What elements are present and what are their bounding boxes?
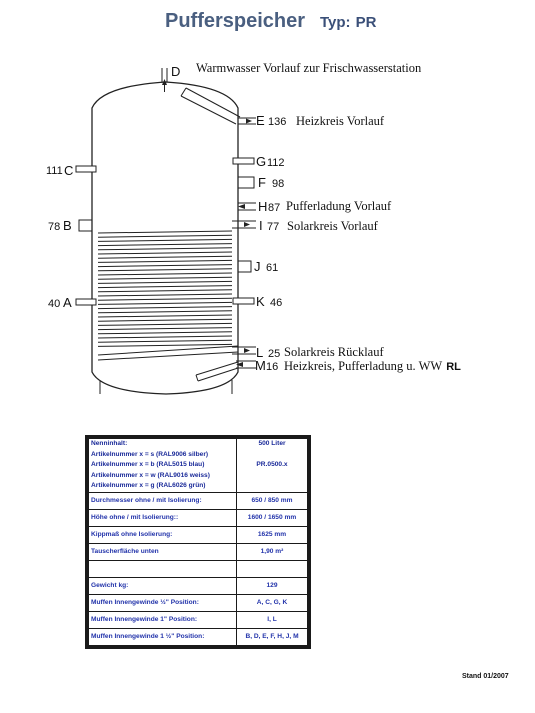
connection-h-letter: H xyxy=(258,199,268,214)
spec-header-value-line: PR.0500.x xyxy=(256,461,288,468)
connection-d-letter: D xyxy=(171,64,181,79)
connection-e xyxy=(238,113,385,128)
connection-m-desc-suffix: RL xyxy=(446,361,461,373)
connection-f-letter: F xyxy=(258,175,266,190)
spec-row-value: 1600 / 1650 mm xyxy=(237,509,308,526)
coil-winding xyxy=(98,332,232,334)
connection-g xyxy=(233,154,285,169)
connection-j xyxy=(238,259,278,274)
connection-g-height: 112 xyxy=(267,157,285,169)
spec-row-label: Gewicht kg: xyxy=(89,577,237,594)
coil-winding xyxy=(98,256,232,258)
coil-winding xyxy=(98,311,232,313)
connection-c-height: 111 xyxy=(46,165,63,177)
spec-row-label: Höhe ohne / mit Isolierung:: xyxy=(89,509,237,526)
connection-f-height: 98 xyxy=(272,178,285,190)
connection-f xyxy=(238,175,284,190)
connection-i-desc: Solarkreis Vorlauf xyxy=(287,219,378,233)
connection-h-height: 87 xyxy=(268,202,281,214)
spec-row-label: Muffen Innengewinde 1 ½" Position: xyxy=(89,628,237,645)
coil-winding xyxy=(98,265,232,267)
spec-header-label-line: Nenninhalt: xyxy=(91,440,128,447)
coil-winding xyxy=(98,298,232,300)
bottom-pipes xyxy=(98,346,238,381)
spec-header-label-line: Artikelnummer x = g (RAL6026 grün) xyxy=(91,482,206,489)
spec-header-value xyxy=(237,439,308,493)
connection-h xyxy=(238,199,392,214)
connection-d-desc: Warmwasser Vorlauf zur Frischwasserstation xyxy=(196,61,422,75)
spec-row-value: 1625 mm xyxy=(237,526,308,543)
heat-exchanger-coil xyxy=(98,231,232,346)
coil-winding xyxy=(98,328,232,330)
coil-winding xyxy=(98,323,232,325)
spec-row xyxy=(89,577,308,594)
connection-b-height: 78 xyxy=(48,221,61,233)
upper-pipe xyxy=(181,88,240,124)
connection-j-height: 61 xyxy=(266,262,279,274)
spec-row-value: 650 / 850 mm xyxy=(237,492,308,509)
connection-d xyxy=(162,61,422,92)
spec-header-value-line: 500 Liter xyxy=(258,440,286,447)
spec-row-value: I, L xyxy=(237,611,308,628)
spec-row xyxy=(89,628,308,645)
connection-m-desc xyxy=(284,359,461,373)
spec-row xyxy=(89,594,308,611)
spec-row-value xyxy=(237,560,308,577)
connection-a-height: 40 xyxy=(48,298,61,310)
spec-header-label-line: Artikelnummer x = s (RAL9006 silber) xyxy=(91,450,209,458)
connection-l-height: 25 xyxy=(268,348,281,360)
connection-m-desc-main: Heizkreis, Pufferladung u. WW xyxy=(284,359,443,373)
connection-h-desc: Pufferladung Vorlauf xyxy=(286,199,392,213)
coil-winding xyxy=(98,235,232,237)
spec-header-label xyxy=(89,439,237,493)
coil-winding xyxy=(98,294,232,296)
connection-l-letter: L xyxy=(256,345,264,360)
spec-row-value: 129 xyxy=(237,577,308,594)
connection-g-letter: G xyxy=(256,154,267,169)
connection-i-height: 77 xyxy=(267,221,280,233)
tank-feet xyxy=(100,380,232,394)
connection-i xyxy=(232,218,379,233)
spec-table xyxy=(88,438,308,646)
coil-winding xyxy=(98,302,232,304)
spec-row-empty xyxy=(89,560,308,577)
connection-b xyxy=(48,218,92,233)
coil-winding xyxy=(98,290,232,292)
connection-j-letter: J xyxy=(254,259,261,274)
spec-row xyxy=(89,526,308,543)
coil-winding xyxy=(98,319,232,321)
spec-row xyxy=(89,543,308,560)
coil-winding xyxy=(98,340,232,342)
connection-m-letter: M xyxy=(255,358,266,373)
spec-row-label xyxy=(89,560,237,577)
spec-row xyxy=(89,492,308,509)
spec-row-value: A, C, G, K xyxy=(237,594,308,611)
spec-header-row xyxy=(89,439,308,493)
connection-l-desc: Solarkreis Rücklauf xyxy=(284,345,384,359)
connection-c-letter: C xyxy=(64,163,74,178)
connection-k-letter: K xyxy=(256,294,265,309)
spec-row-label: Tauscherfläche unten xyxy=(89,543,237,560)
spec-header-label-line: Artikelnummer x = w (RAL9016 weiss) xyxy=(91,471,210,479)
spec-row-value: 1,90 m² xyxy=(237,543,308,560)
spec-row xyxy=(89,509,308,526)
spec-row-label: Muffen Innengewinde 1" Position: xyxy=(89,611,237,628)
coil-winding xyxy=(98,244,232,246)
coil-winding xyxy=(98,277,232,279)
connection-e-letter: E xyxy=(256,113,265,128)
page-title: Pufferspeicher xyxy=(165,10,306,32)
spec-header-label-line: Artikelnummer x = b (RAL5015 blau) xyxy=(91,461,205,468)
type-label-prefix: Typ: xyxy=(320,14,351,31)
spec-header-value-line xyxy=(239,450,305,461)
coil-winding xyxy=(98,315,232,317)
coil-winding xyxy=(98,307,232,309)
connection-m-height: 16 xyxy=(266,361,279,373)
coil-winding xyxy=(98,281,232,283)
coil-winding xyxy=(98,239,232,241)
coil-winding xyxy=(98,260,232,262)
coil-winding xyxy=(98,273,232,275)
spec-row-label: Kippmaß ohne Isolierung: xyxy=(89,526,237,543)
stand-date: Stand 01/2007 xyxy=(462,673,509,680)
coil-winding xyxy=(98,336,232,338)
type-value: PR xyxy=(355,14,377,31)
connection-a-letter: A xyxy=(63,295,72,310)
coil-winding xyxy=(98,248,232,250)
connection-b-letter: B xyxy=(63,218,72,233)
coil-winding xyxy=(98,286,232,288)
connection-k xyxy=(233,294,282,309)
spec-row xyxy=(89,611,308,628)
coil-winding xyxy=(98,252,232,254)
connection-e-desc: Heizkreis Vorlauf xyxy=(296,114,385,128)
connection-c xyxy=(46,163,96,178)
connection-i-letter: I xyxy=(259,218,263,233)
spec-row-label: Muffen Innengewinde ½" Position: xyxy=(89,594,237,611)
connection-k-height: 46 xyxy=(270,297,283,309)
connection-m xyxy=(236,358,461,373)
coil-winding xyxy=(98,344,232,346)
spec-row-value: B, D, E, F, H, J, M xyxy=(237,628,308,645)
connection-a xyxy=(48,295,96,310)
coil-winding xyxy=(98,231,232,233)
coil-winding xyxy=(98,269,232,271)
connection-e-height: 136 xyxy=(268,116,287,128)
spec-row-label: Durchmesser ohne / mit Isolierung: xyxy=(89,492,237,509)
